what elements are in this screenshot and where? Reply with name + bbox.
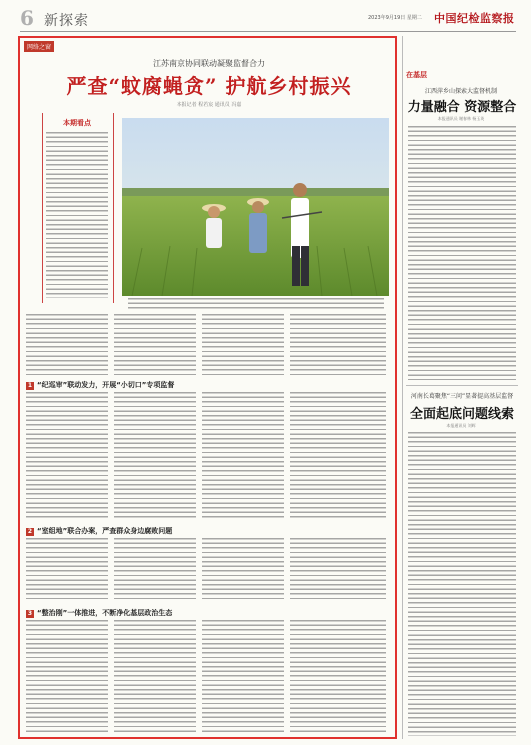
right-article2-byline: 本报通讯员 刘辉: [446, 423, 476, 428]
subheading-2: [26, 526, 386, 536]
right-article-byline: 本报通讯员 谢春林 杨玉英: [437, 116, 485, 121]
section3-col1: [26, 620, 108, 732]
section2-col1: [26, 538, 108, 602]
section1-col4: [290, 392, 386, 520]
intro-text-col2: [114, 314, 196, 378]
commentary-text: [46, 132, 108, 298]
newspaper-logo: 中国纪检监察报: [434, 12, 515, 25]
right-article-separator: [406, 385, 518, 386]
right-article2-headline[interactable]: 全面起底问题线索: [409, 407, 514, 422]
issue-date: 2023年9月19日 星期二: [368, 15, 422, 21]
right-article-tag: 在基层: [406, 71, 427, 79]
section3-col4: [290, 620, 386, 732]
section-number-3: 3: [27, 610, 33, 617]
masthead-divider: [20, 31, 516, 32]
section1-col2: [114, 392, 196, 520]
intro-text-col4: [290, 314, 386, 378]
right-article-body: [408, 126, 516, 380]
right-article2-kicker: 河南长葛聚焦“三问”显著提高基层监督: [410, 393, 514, 400]
subheading-3-text: “整治刚”一体推进，不断净化基层政治生态: [37, 609, 173, 617]
commentary-title: 本期看点: [63, 119, 91, 127]
section2-col2: [114, 538, 196, 602]
right-article-kicker: 江西萍乡山探索大监督机制: [424, 88, 497, 95]
subheading-2-text: “室组地”联合办案，严查群众身边腐败问题: [37, 527, 173, 535]
section3-col2: [114, 620, 196, 732]
subheading-1: [26, 380, 386, 390]
article-kicker: 江苏南京协同联动凝聚监督合力: [153, 59, 265, 68]
article-photo[interactable]: [122, 118, 389, 296]
right-article2-body: [408, 432, 516, 736]
subheading-1-text: “纪巡审”联动发力，开展“小切口”专项监督: [37, 381, 175, 389]
article-tag: 网络之窗: [24, 41, 54, 52]
section3-col3: [202, 620, 284, 732]
photo-caption: [128, 298, 384, 310]
article-headline[interactable]: 严查“蚊腐蝇贪” 护航乡村振兴: [66, 74, 352, 98]
section-title: 新探索: [44, 13, 89, 29]
column-divider: [402, 36, 403, 739]
section-number-2: 2: [27, 528, 33, 535]
intro-text-col3: [202, 314, 284, 378]
section2-col3: [202, 538, 284, 602]
section2-col4: [290, 538, 386, 602]
intro-text-col1: [26, 314, 108, 378]
subheading-3: [26, 608, 386, 618]
section-number-1: 1: [27, 382, 33, 389]
article-byline: 本报记者 程若宸 通讯员 冯嘉: [176, 102, 242, 108]
section1-col1: [26, 392, 108, 520]
section1-col3: [202, 392, 284, 520]
right-article-headline[interactable]: 力量融合 资源整合: [407, 100, 517, 115]
page-number: 6: [20, 6, 34, 30]
